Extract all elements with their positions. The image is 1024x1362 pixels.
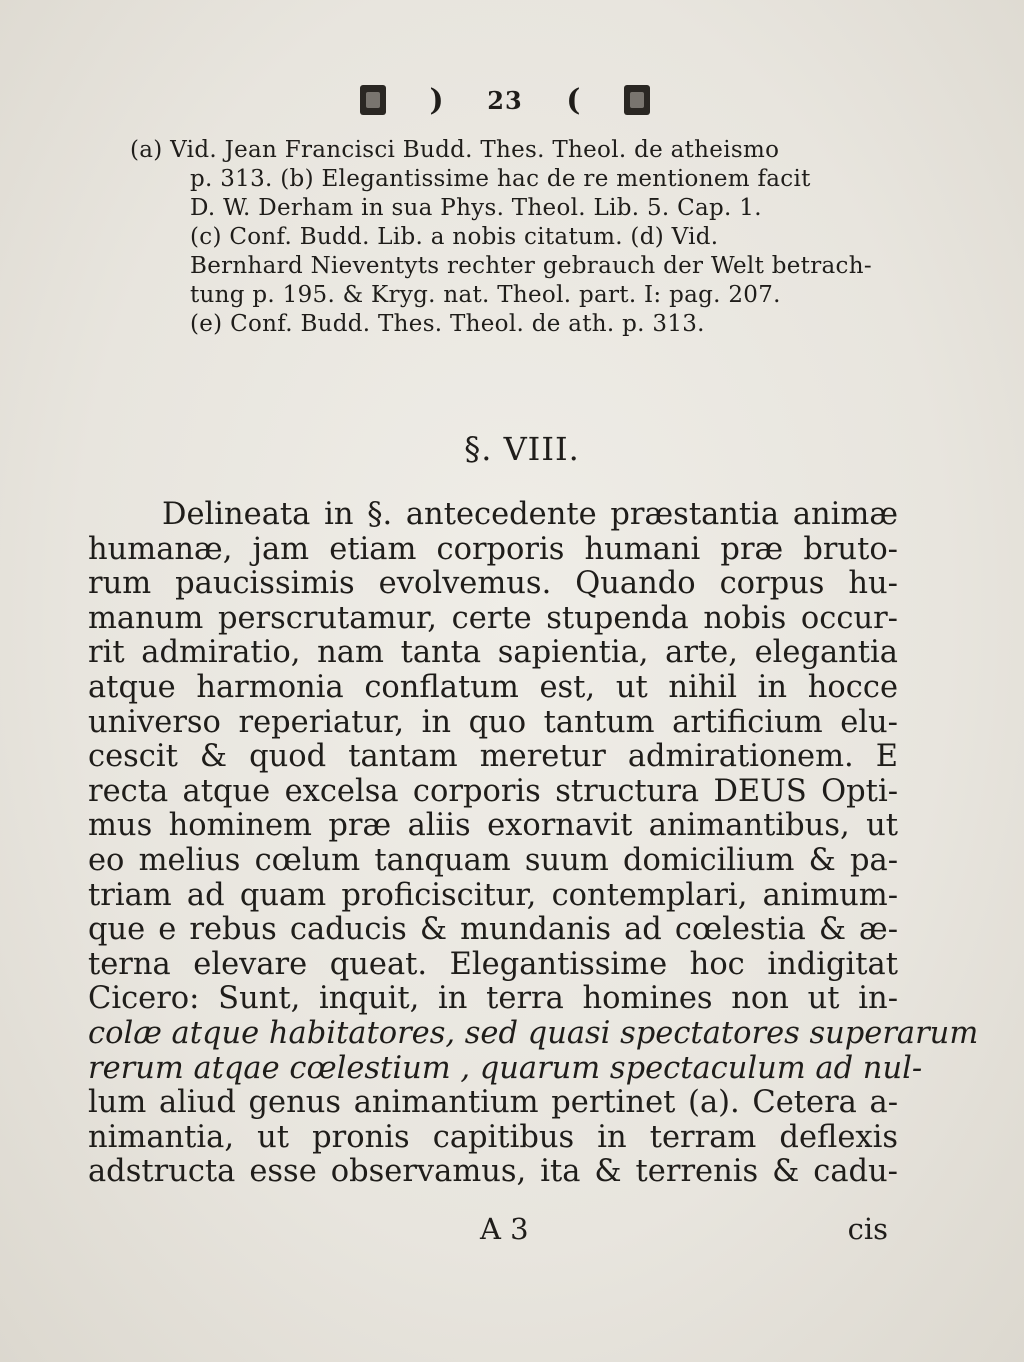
section-heading: §. VIII. [464, 430, 580, 468]
signature-mark: A 3 [480, 1212, 529, 1246]
body-line: terna elevare queat. Elegantissime hoc indigitat [88, 946, 898, 982]
right-ornament-icon [624, 85, 650, 115]
footnote-line: p. 313. (b) Elegantissime hac de re mentionem facit [190, 166, 811, 192]
body-line-italic: rerum atqae cœlestium , quarum spectaculum ad nul- [88, 1050, 923, 1086]
catchword: cis [847, 1212, 888, 1246]
body-line-italic: colæ atque habitatores, sed quasi spectatores superarum [88, 1015, 979, 1051]
footnotes-block [130, 136, 910, 339]
body-paragraph [88, 497, 979, 1190]
footnote-line: (a) Vid. Jean Francisci Budd. Thes. Theol. de atheismo [130, 137, 780, 163]
body-line: adstructa esse observamus, ita & terrenis & cadu- [88, 1154, 898, 1190]
body-line: que e rebus caducis & mundanis ad cœlestia & æ- [88, 912, 898, 948]
body-line: Delineata in §. antecedente præstantia animæ [162, 497, 898, 532]
body-line: lum aliud genus animantium pertinet (a). Cetera a- [88, 1085, 898, 1121]
footnote-line: Bernhard Nieventyts rechter gebrauch der Welt betrach- [190, 253, 872, 279]
left-ornament-icon [360, 85, 386, 115]
footnote-line: tung p. 195. & Kryg. nat. Theol. part. I: pag. 207. [190, 282, 781, 308]
body-line: manum perscrutamur, certe stupenda nobis occur- [88, 600, 898, 636]
body-line: universo reperiatur, in quo tantum artificium elu- [88, 704, 898, 740]
body-line: cescit & quod tantam meretur admirationem. E [88, 739, 898, 775]
body-line: recta atque excelsa corporis structura DEUS Opti- [88, 773, 898, 809]
footnote-line: D. W. Derham in sua Phys. Theol. Lib. 5. Cap. 1. [190, 195, 762, 221]
body-line: rit admiratio, nam tanta sapientia, arte, elegantia [88, 635, 898, 671]
body-line: atque harmonia conflatum est, ut nihil in hocce [88, 669, 898, 705]
body-line: humanæ, jam etiam corporis humani præ bruto- [88, 531, 898, 567]
header-left-paren: ) [429, 82, 444, 118]
body-line: nimantia, ut pronis capitibus in terram deflexis [88, 1119, 898, 1155]
body-line: rum paucissimis evolvemus. Quando corpus hu- [88, 566, 898, 602]
page-number: 23 [487, 85, 523, 115]
footnote-line: (c) Conf. Budd. Lib. a nobis citatum. (d) Vid. [190, 224, 719, 250]
footnote-line: (e) Conf. Budd. Thes. Theol. de ath. p. 313. [190, 311, 705, 337]
header-right-paren: ( [566, 82, 581, 118]
body-line: triam ad quam proficiscitur, contemplari, animum- [88, 877, 898, 913]
body-line: Cicero: Sunt, inquit, in terra homines non ut in- [88, 981, 898, 1017]
body-line: mus hominem præ aliis exornavit animantibus, ut [88, 808, 898, 844]
body-line: eo melius cœlum tanquam suum domicilium & pa- [88, 842, 898, 878]
page-footer [88, 1212, 898, 1248]
page-header [360, 78, 650, 122]
